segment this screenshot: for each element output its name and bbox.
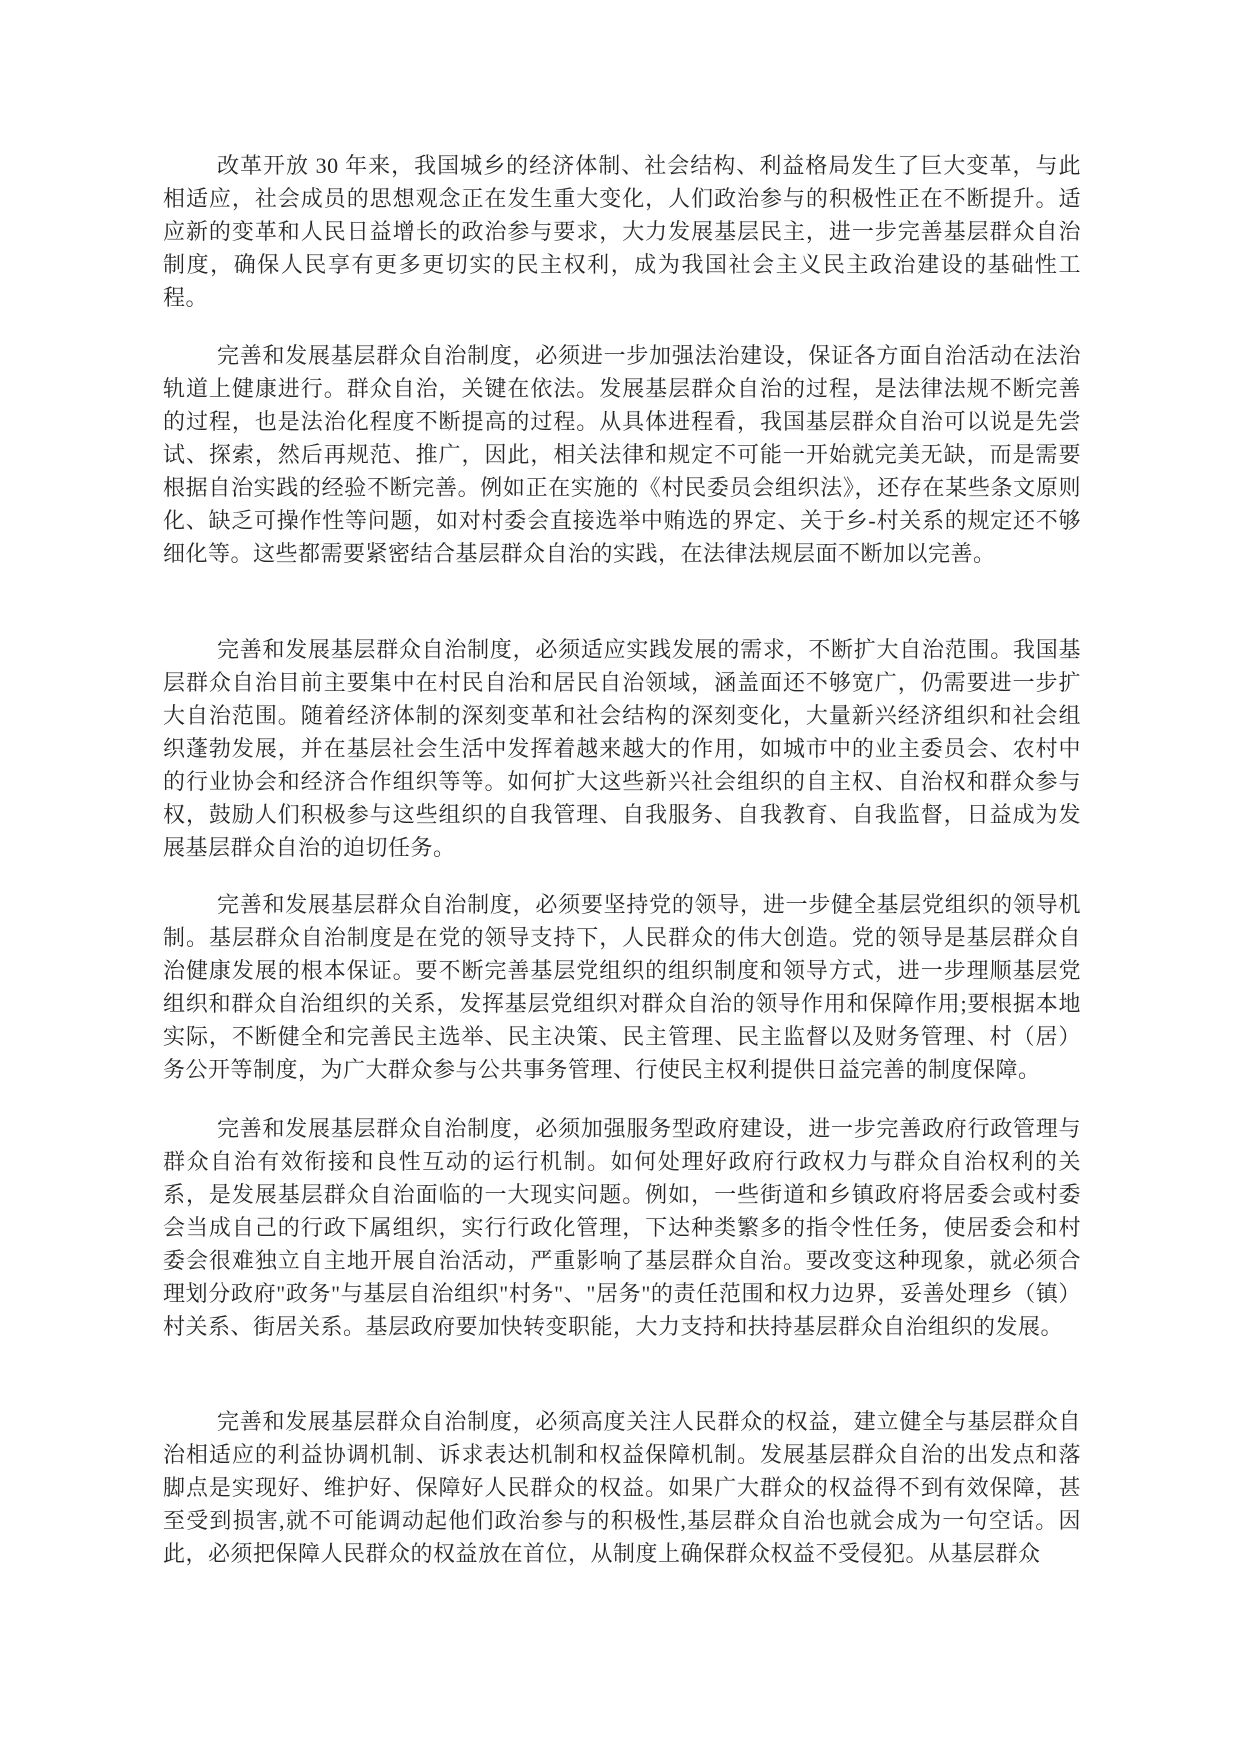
paragraph-expand-autonomy-scope: 完善和发展基层群众自治制度，必须适应实践发展的需求，不断扩大自治范围。我国基层群众自治目前主要集中在村民自治和居民自治领域，涵盖面还不够宽广，仍需要进一步扩大自治范围。随着经济体制的深刻变革和社会结构的深刻变化，大量新兴经济组织和社会组织蓬勃发展，并在基层社会生活中发挥着越来越大的作用，如城市中的业主委员会、农村中的行业协会和经济合作组织等等。如何扩大这些新兴社会组织的自主权、自治权和群众参与权，鼓励人们积极参与这些组织的自我管理、自我服务、自我教育、自我监督，日益成为发展基层群众自治的迫切任务。 bbox=[163, 637, 1081, 860]
paragraph-service-government: 完善和发展基层群众自治制度，必须加强服务型政府建设，进一步完善政府行政管理与群众自治有效衔接和良性互动的运行机制。如何处理好政府行政权力与群众自治权利的关系，是发展基层群众自治面临的一大现实问题。例如，一些街道和乡镇政府将居委会或村委会当成自己的行政下属组织，实行行政化管理，下达种类繁多的指令性任务，使居委会和村委会很难独立自主地开展自治活动，严重影响了基层群众自治。要改变这种现象，就必须合理划分政府"政务"与基层自治组织"村务"、"居务"的责任范围和权力边界，妥善处理乡（镇）村关系、街居关系。基层政府要加快转变职能，大力支持和扶持基层群众自治组织的发展。 bbox=[163, 1116, 1081, 1339]
paragraph-peoples-rights: 完善和发展基层群众自治制度，必须高度关注人民群众的权益，建立健全与基层群众自治相适应的利益协调机制、诉求表达机制和权益保障机制。发展基层群众自治的出发点和落脚点是实现好、维护好、保障好人民群众的权益。如果广大群众的权益得不到有效保障，甚至受到损害,就不可能调动起他们政治参与的积极性,基层群众自治也就会成为一句空话。因此，必须把保障人民群众的权益放在首位，从制度上确保群众权益不受侵犯。从基层群众 bbox=[163, 1409, 1081, 1566]
paragraph-party-leadership: 完善和发展基层群众自治制度，必须要坚持党的领导，进一步健全基层党组织的领导机制。基层群众自治制度是在党的领导支持下，人民群众的伟大创造。党的领导是基层群众自治健康发展的根本保证。要不断完善基层党组织的组织制度和领导方式，进一步理顺基层党组织和群众自治组织的关系，发挥基层党组织对群众自治的领导作用和保障作用;要根据本地实际，不断健全和完善民主选举、民主决策、民主管理、民主监督以及财务管理、村（居）务公开等制度，为广大群众参与公共事务管理、行使民主权利提供日益完善的制度保障。 bbox=[163, 892, 1081, 1082]
paragraph-rule-of-law: 完善和发展基层群众自治制度，必须进一步加强法治建设，保证各方面自治活动在法治轨道上健康进行。群众自治，关键在依法。发展基层群众自治的过程，是法律法规不断完善的过程，也是法治化程度不断提高的过程。从具体进程看，我国基层群众自治可以说是先尝试、探索，然后再规范、推广，因此，相关法律和规定不可能一开始就完美无缺，而是需要根据自治实践的经验不断完善。例如正在实施的《村民委员会组织法》，还存在某些条文原则化、缺乏可操作性等问题，如对村委会直接选举中贿选的界定、关于乡-村关系的规定还不够细化等。这些都需要紧密结合基层群众自治的实践，在法律法规层面不断加以完善。 bbox=[163, 343, 1081, 566]
paragraph-reform-opening: 改革开放 30 年来，我国城乡的经济体制、社会结构、利益格局发生了巨大变革，与此相适应，社会成员的思想观念正在发生重大变化，人们政治参与的积极性正在不断提升。适应新的变革和人民日益增长的政治参与要求，大力发展基层民主，进一步完善基层群众自治制度，确保人民享有更多更切实的民主权利，成为我国社会主义民主政治建设的基础性工程。 bbox=[163, 153, 1081, 310]
